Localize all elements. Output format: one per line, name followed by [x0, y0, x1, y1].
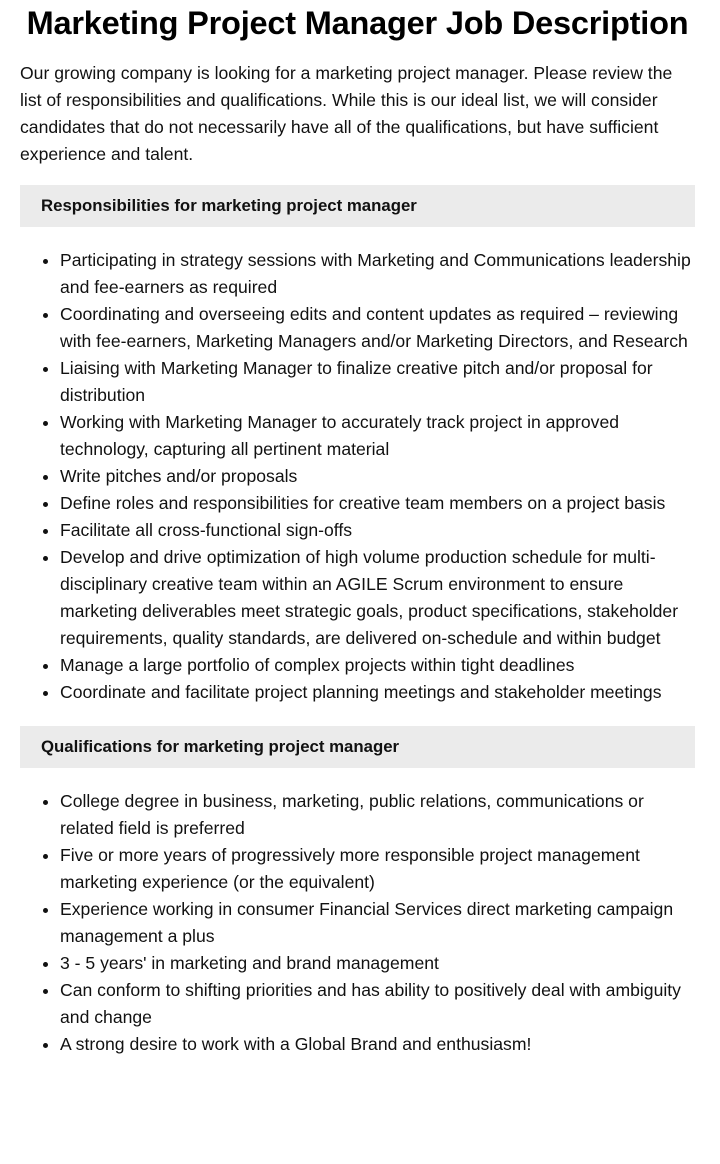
list-item: • A strong desire to work with a Global Brand and enthusiasm!	[60, 1031, 695, 1058]
list-item: • Working with Marketing Manager to accurately track project in approved technology, capturing all pertinent material	[60, 409, 695, 463]
list-item: • Can conform to shifting priorities and has ability to positively deal with ambiguity and change	[60, 977, 695, 1031]
responsibilities-heading: Responsibilities for marketing project manager	[20, 185, 695, 227]
responsibilities-list	[20, 247, 695, 706]
list-item: • 3 - 5 years' in marketing and brand management	[60, 950, 695, 977]
list-item: • Manage a large portfolio of complex projects within tight deadlines	[60, 652, 695, 679]
qualifications-heading: Qualifications for marketing project manager	[20, 726, 695, 768]
list-item: • Develop and drive optimization of high volume production schedule for multi-disciplinary creative team within an AGILE Scrum environment to ensure marketing deliverables meet strategic goals, product specifications, stakeholder requirements, quality standards, are delivered on-schedule and within budget	[60, 544, 695, 652]
page-title: Marketing Project Manager Job Description	[26, 5, 689, 41]
list-item: • Participating in strategy sessions with Marketing and Communications leadership and fee-earners as required	[60, 247, 695, 301]
list-item: • Liaising with Marketing Manager to finalize creative pitch and/or proposal for distribution	[60, 355, 695, 409]
list-item: • Experience working in consumer Financial Services direct marketing campaign management a plus	[60, 896, 695, 950]
intro-paragraph: Our growing company is looking for a marketing project manager. Please review the list of responsibilities and qualifications. While this is our ideal list, we will consider candidates that do not necessarily have all of the qualifications, but have sufficient experience and talent.	[20, 63, 673, 164]
qualifications-list	[20, 788, 695, 1058]
list-item: • College degree in business, marketing, public relations, communications or related field is preferred	[60, 788, 695, 842]
list-item: • Define roles and responsibilities for creative team members on a project basis	[60, 490, 695, 517]
list-item: • Coordinate and facilitate project planning meetings and stakeholder meetings	[60, 679, 695, 706]
list-item: • Write pitches and/or proposals	[60, 463, 695, 490]
list-item: • Facilitate all cross-functional sign-offs	[60, 517, 695, 544]
list-item: • Five or more years of progressively more responsible project management marketing experience (or the equivalent)	[60, 842, 695, 896]
list-item: • Coordinating and overseeing edits and content updates as required – reviewing with fee-earners, Marketing Managers and/or Marketing Directors, and Research	[60, 301, 695, 355]
